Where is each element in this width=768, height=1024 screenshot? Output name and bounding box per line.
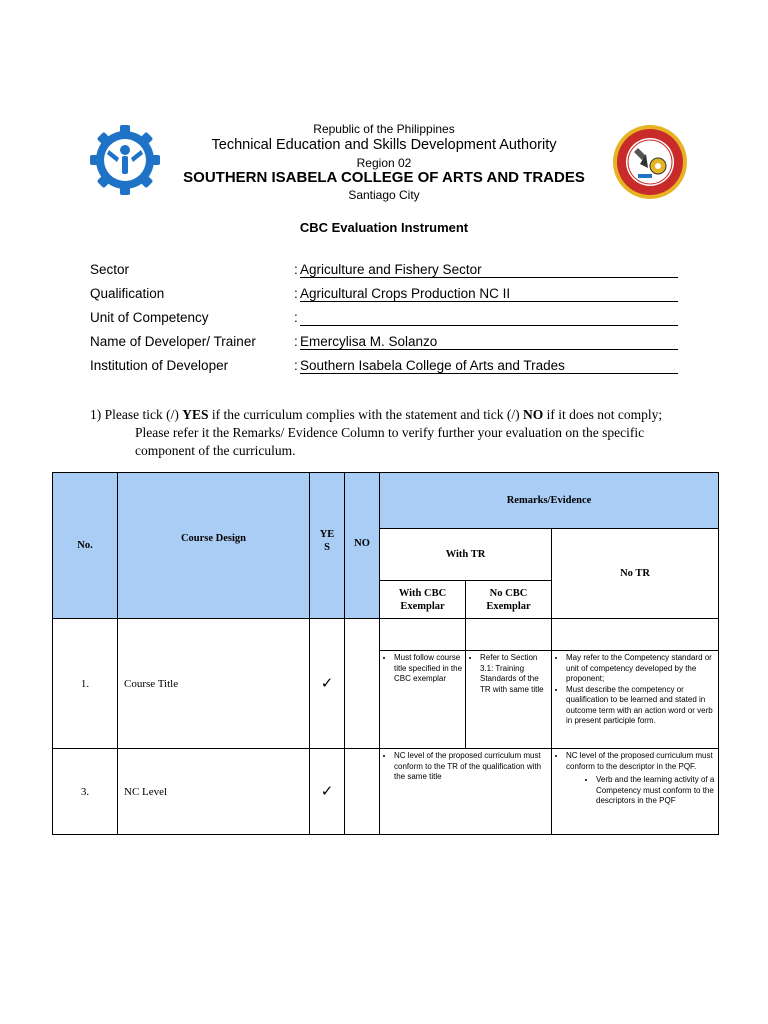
remark-no-tr (552, 651, 719, 749)
empty-cell (380, 619, 466, 651)
header-no-cbc-exemplar (466, 581, 552, 619)
list-item: • Refer to Section 3.1: Training Standards of the TR with same title (480, 653, 549, 695)
header-yes-part: S (324, 541, 330, 553)
header-no-tr: No TR (552, 529, 719, 619)
header-course-design: Course Design (118, 473, 310, 619)
info-value-text: Southern Isabela College of Arts and Trades (300, 358, 565, 373)
document-title: CBC Evaluation Instrument (299, 220, 469, 235)
list-item: • NC level of the proposed curriculum must conform to the descriptor in the PQF. (566, 751, 716, 772)
info-label: Sector (90, 262, 130, 277)
header-part: No CBC (489, 587, 528, 599)
info-row-institution (90, 358, 690, 376)
info-value-institution (300, 358, 678, 374)
info-value-text: Emercylisa M. Solanzo (300, 334, 438, 349)
row-number: 1. (53, 619, 118, 749)
instruction-no: NO (523, 407, 544, 422)
empty-cell (552, 619, 719, 651)
list-item: • Must describe the competency or qualification to be learned and stated in outcome term with an action word or verb in present participle form. (566, 685, 716, 727)
info-colon: : (294, 334, 298, 349)
info-value-text: Agricultural Crops Production NC II (300, 286, 511, 301)
instruction-yes: YES (182, 407, 209, 422)
header-with-cbc-exemplar (380, 581, 466, 619)
header-part: Exemplar (486, 600, 531, 612)
instruction-text: if the curriculum complies with the statement and tick (/) (208, 407, 524, 422)
row-course-title: Course Title (118, 619, 310, 749)
info-value-unit-of-competency (300, 310, 678, 326)
header-agency: Technical Education and Skills Development Authority (211, 137, 557, 153)
yes-checkbox[interactable]: ✓ (310, 619, 345, 749)
header-with-tr: With TR (380, 529, 552, 581)
header-yes-part: YE (319, 528, 335, 540)
evaluation-table (52, 472, 719, 835)
table-row (53, 749, 719, 835)
info-colon: : (294, 262, 298, 277)
header-city: Santiago City (348, 188, 420, 202)
empty-cell (466, 619, 552, 651)
list-item: • NC level of the proposed curriculum must conform to the TR of the qualification with the same title (394, 751, 549, 783)
info-colon: : (294, 310, 298, 325)
info-value-qualification (300, 286, 678, 302)
info-label: Unit of Competency (90, 310, 209, 325)
remark-with-tr (380, 749, 552, 835)
table-row (53, 619, 719, 651)
yes-checkbox[interactable]: ✓ (310, 749, 345, 835)
info-value-text: Agriculture and Fishery Sector (300, 262, 482, 277)
info-row-qualification (90, 286, 690, 304)
header-no: No. (53, 473, 118, 619)
remark-with-cbc (380, 651, 466, 749)
instruction-line-3: component of the curriculum. (135, 443, 296, 458)
header-republic: Republic of the Philippines (313, 122, 455, 136)
instruction-text: 1) Please tick (/) (90, 407, 183, 422)
row-number: 3. (53, 749, 118, 835)
info-value-sector (300, 262, 678, 278)
list-item: • May refer to the Competency standard or unit of competency developed by the proponent; (566, 653, 716, 685)
header-part: Exemplar (400, 600, 445, 612)
header-no-mark: NO (345, 473, 380, 619)
remark-no-cbc (466, 651, 552, 749)
info-label: Qualification (90, 286, 165, 301)
instruction-paragraph (90, 406, 690, 460)
instruction-line-2: Please refer it the Remarks/ Evidence Column to verify further your evaluation on the specific (135, 425, 645, 440)
info-label: Name of Developer/ Trainer (90, 334, 256, 349)
no-checkbox[interactable] (345, 619, 380, 749)
header-part: With CBC (398, 587, 447, 599)
header-remarks-evidence: Remarks/Evidence (380, 473, 719, 529)
remark-no-tr (552, 749, 719, 835)
info-label: Institution of Developer (90, 358, 229, 373)
header-college-name: SOUTHERN ISABELA COLLEGE OF ARTS AND TRADES (183, 169, 585, 186)
info-row-sector (90, 262, 690, 280)
info-colon: : (294, 286, 298, 301)
info-value-developer (300, 334, 678, 350)
no-checkbox[interactable] (345, 749, 380, 835)
header-region: Region 02 (356, 156, 412, 170)
header-yes (310, 473, 345, 619)
list-item: • Verb and the learning activity of a Competency must conform to the descriptors in the PQF (596, 775, 716, 807)
info-colon: : (294, 358, 298, 373)
info-row-unit-of-competency (90, 310, 690, 328)
list-item: • Must follow course title specified in the CBC exemplar (394, 653, 463, 685)
instruction-text: if it does not comply; (543, 407, 663, 422)
info-row-developer (90, 334, 690, 352)
row-course-title: NC Level (118, 749, 310, 835)
